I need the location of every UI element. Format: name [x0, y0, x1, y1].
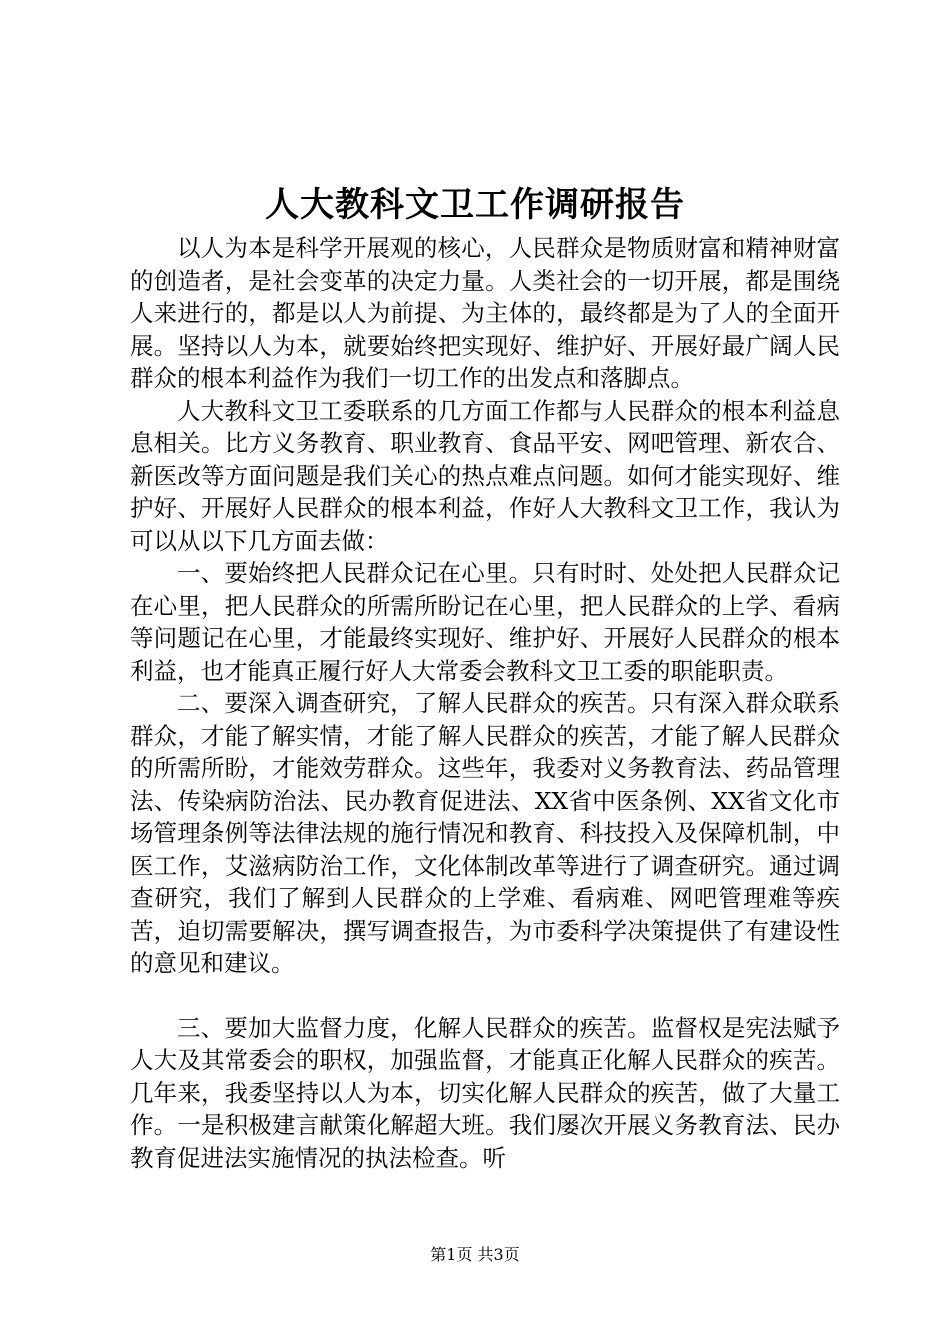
page-number-footer: 第1页 共3页: [430, 1245, 520, 1264]
paragraph-5: 三、要加大监督力度，化解人民群众的疾苦。监督权是宪法赋予人大及其常委会的职权，加强监督，才能真正化解人民群众的疾苦。几年来，我委坚持以人为本，切实化解人民群众的疾苦，做了大量工作。一是积极建言献策化解超大班。我们屡次开展义务教育法、民办教育促进法实施情况的执法检查。听: [130, 1013, 840, 1172]
paragraph-2: 人大教科文卫工委联系的几方面工作都与人民群众的根本利益息息相关。比方义务教育、职业教育、食品平安、网吧管理、新农合、新医改等方面问题是我们关心的热点难点问题。如何才能实现好、维护好、开展好人民群众的根本利益，作好人大教科文卫工作，我认为可以从以下几方面去做：: [130, 396, 840, 555]
paragraph-4: 二、要深入调查研究，了解人民群众的疾苦。只有深入群众联系群众，才能了解实情，才能了解人民群众的疾苦，才能了解人民群众的所需所盼，才能效劳群众。这些年，我委对义务教育法、药品管理法、传染病防治法、民办教育促进法、XX省中医条例、XX省文化市场管理条例等法律法规的施行情况和教育、科技投入及保障机制，中医工作，艾滋病防治工作，文化体制改革等进行了调查研究。通过调查研究，我们了解到人民群众的上学难、看病难、网吧管理难等疾苦，迫切需要解决，撰写调查报告，为市委科学决策提供了有建设性的意见和建议。: [130, 689, 840, 977]
paragraph-3: 一、要始终把人民群众记在心里。只有时时、处处把人民群众记在心里，把人民群众的所需所盼记在心里，把人民群众的上学、看病等问题记在心里，才能最终实现好、维护好、开展好人民群众的根本利益，也才能真正履行好人大常委会教科文卫工委的职能职责。: [130, 559, 840, 685]
document-body: [130, 232, 840, 1174]
document-title: 人大教科文卫工作调研报告: [265, 185, 685, 225]
paragraph-1: 以人为本是科学开展观的核心，人民群众是物质财富和精神财富的创造者，是社会变革的决定力量。人类社会的一切开展，都是围绕人来进行的，都是以人为前提、为主体的，最终都是为了人的全面开展。坚持以人为本，就要始终把实现好、维护好、开展好最广阔人民群众的根本利益作为我们一切工作的出发点和落脚点。: [130, 234, 840, 392]
